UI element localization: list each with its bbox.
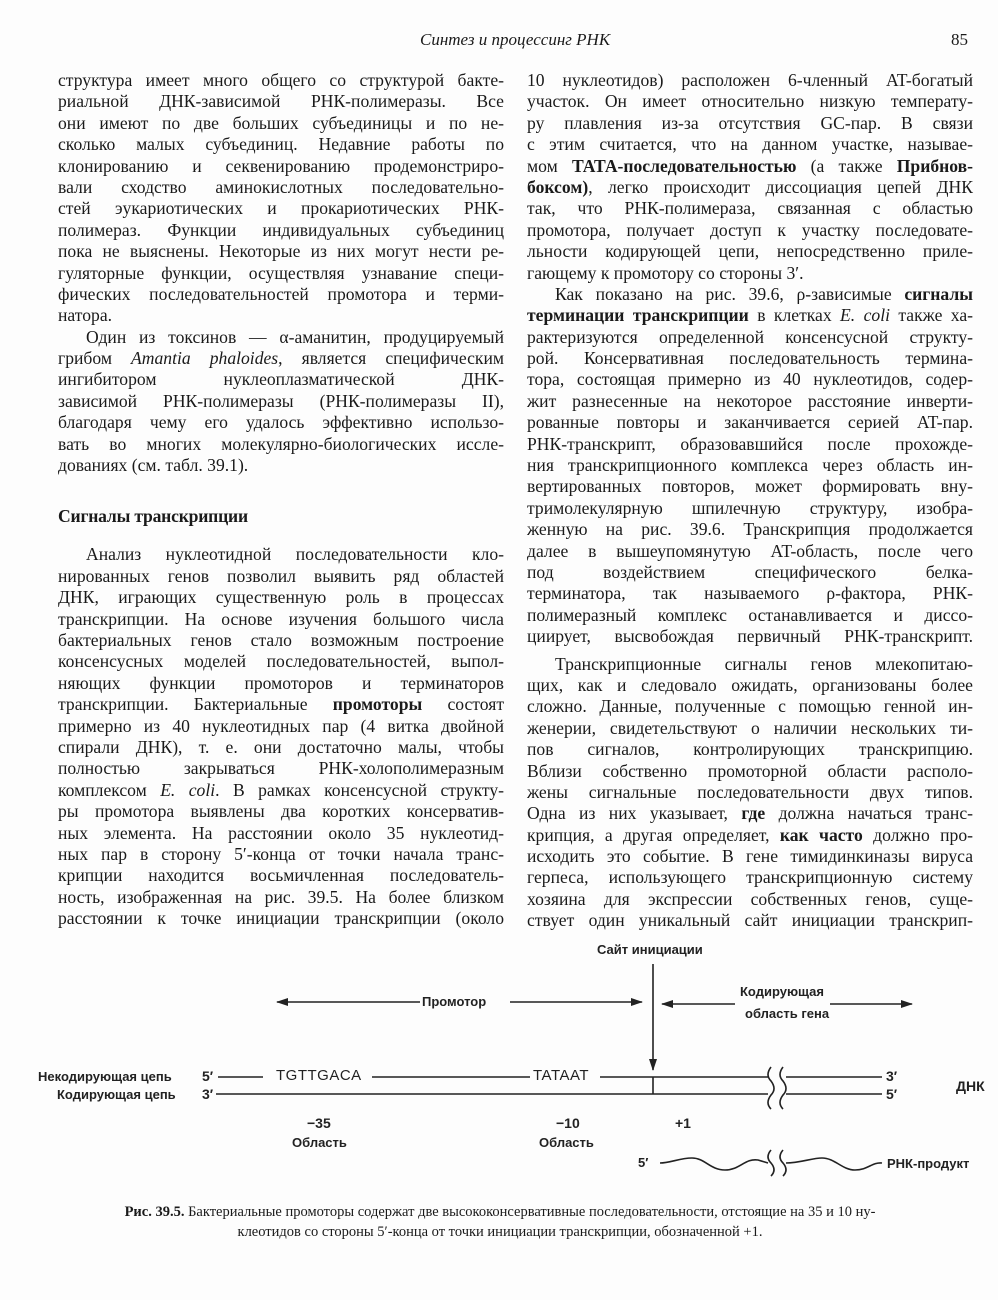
left-column [58,70,504,929]
text-line: далее в вышеупомянутую AT-область, после чего [527,540,973,561]
paragraph-termination [527,284,973,648]
plus1-label: +1 [675,1115,691,1131]
right-3prime: 3′ [886,1068,898,1084]
text-line: РНК-транскрипт, образовавшийся после прохожде- [527,433,973,454]
paragraph-polymerase-structure [58,70,504,327]
text-line: рованные повторы и заканчивается серией AT-пар. [527,412,973,433]
term-signals: сигналы [904,283,973,304]
initiation-site-label: Сайт инициации [597,942,703,957]
text-line: ных пар в сторону 5′-конца от точки начала транс- [58,843,504,864]
text-line: вать во многих молекулярно-биологических иссле- [58,433,504,454]
text-line: женерии, свидетельствуют о наличии нескольких ти- [527,717,973,738]
text-line: спирали ДНК), т. е. они достаточно малы, чтобы [58,736,504,757]
text-line: ствует один уникальный сайт инициации транскрип- [527,910,973,931]
text-line: нированных генов позволил выявить ряд областей [58,565,504,586]
text-line: льности кодирующей цепи, непосредственно приле- [527,241,973,262]
text-line: хозяина для экспрессии собственных генов, суще- [527,888,973,909]
paragraph-nucleotide-analysis [58,544,504,929]
text-line: женную на рис. 39.6. Транскрипция продолжается [527,519,973,540]
text-line: сложно. Данные, полученные с помощью генной ин- [527,696,973,717]
text-line: расстоянии к точке инициации транскрипции (около [58,908,504,929]
text-line: рой. Консервативная последовательность термина- [527,348,973,369]
text-line: терминации транскрипции в клетках E. coli также ха- [527,305,974,326]
promoter-label: Промотор [422,994,487,1009]
text-line: циирует, высвобождая первичный РНК-транскрипт. [527,626,973,647]
text-line: ния транскрипционного комплекса через область ин- [527,455,973,476]
text-line: ность, изображенная на рис. 39.5. На более близком [58,886,504,907]
minus10-region-label: Область [539,1135,594,1150]
figure-label: Рис. 39.5. [124,1204,185,1220]
text-line: Как показано на рис. 39.6, ρ-зависимые сигналы [555,283,973,304]
text-line: благодаря чему его удалось эффективно использо- [58,412,504,433]
sequence-minus10: TATAAT [533,1067,590,1084]
minus35-region-label: Область [292,1135,347,1150]
text-line: рактеризуются определенной консенсусной структу- [527,326,973,347]
coding-3prime: 3′ [202,1086,214,1102]
paragraph-amanitin [58,327,504,477]
text-line: ных элемента. На расстоянии около 35 нуклеотид- [58,822,504,843]
text-line: Транскрипционные сигналы генов млекопитаю- [555,653,973,674]
page-number: 85 [951,30,968,49]
right-5prime: 5′ [886,1086,898,1102]
text-line: вали сходство аминокислотных последовательно- [58,176,504,197]
term-pribnow: Прибнов- [896,155,973,176]
paragraph-mammalian-signals [527,654,973,932]
text-line: Один из токсинов — α-аманитин, продуцируемый [86,326,504,347]
text-line: полимераз. Функции индивидуальных субъединиц [58,219,504,240]
text-line: 10 нуклеотидов) расположен 6-членный AT-богатый [527,70,973,90]
term-promoters: промоторы [332,694,423,715]
text-line: Одна из них указывает, где должна начаться транс- [527,803,973,824]
text-line: с этим считается, что на данном участке, называе- [527,134,973,155]
text-line: промотора, получает доступ к участку последовате- [527,219,973,240]
dna-label: ДНК [956,1078,985,1094]
figure-caption: Рис. 39.5. Бактериальные промоторы содержат две высококонсервативные последовательности, отстоящие на 35 и 10 ну- клеотидов со стороны 5′-конца от точки инициации транскрипции, обозначенной +1. [124,1204,876,1240]
text-line: натора. [58,305,113,326]
text-line: риальной ДНК-зависимой РНК-полимеразы. Все [58,91,504,112]
text-line: консенсусных моделей последовательностей, выпол- [58,651,504,672]
text-line: ру плавления из-за отсутствия GC-пар. В связи [527,112,973,133]
term-termination: терминации транскрипции [527,305,749,326]
text-line: сколько малых субъединиц. Недавние работы по [58,134,504,155]
coding-region-label-2: область гена [745,1006,830,1021]
noncoding-strand-label: Некодирующая цепь [38,1069,172,1084]
text-line: стей эукариотических и прокариотических РНК- [58,198,504,219]
text-line: исходить это событие. В гене тимидинкиназы вируса [527,846,973,867]
text-line: крипция, а другая определяет, как часто должно про- [527,824,973,845]
text-line: ры промотора выявлены два коротких консерватив- [58,801,504,822]
promoter-diagram-graphics [0,930,998,1190]
species-name: Amantia phaloides [131,348,279,369]
minus35-number: −35 [307,1115,331,1131]
running-title: Синтез и процессинг РНК [420,30,611,49]
text-line: грибом Amantia phaloides, является специфическим [58,348,505,369]
species-name: E. coli [840,305,890,326]
text-line: тримолекулярную шпилечную структуру, изобра- [527,497,973,518]
text-line: мом ТАТА-последовательностью (а также Прибнов- [527,155,973,176]
text-line: Вблизи собственно промоторной области располо- [527,760,973,781]
text-line: вертированных повторов, может формировать вну- [527,476,973,497]
text-line: полимеразный комплекс останавливается и диссо- [527,604,973,625]
text-line: крипции находится восьмичленная последователь- [58,865,504,886]
text-line: транскрипции. Бактериальные промоторы состоят [58,694,505,715]
text-line: комплексом E. coli. В рамках консенсусной структу- [58,779,504,800]
text-line: структура имеет много общего со структурой бакте- [58,70,504,90]
text-line: транскрипции. На основе изучения большого числа [58,608,504,629]
text-line: они имеют по две больших субъединицы и по не- [58,112,504,133]
text-line: зависимой РНК-полимеразы (РНК-полимеразы II), [58,390,504,411]
minus10-number: −10 [556,1115,580,1131]
text-line: гающему к промотору со стороны 3′. [527,262,804,283]
noncoding-5prime: 5′ [202,1068,214,1084]
text-line: так, что РНК-полимераза, связанная с областью [527,198,973,219]
sequence-minus35: TGTTGACA [276,1067,362,1084]
text-line: ингибитором нуклеоплазматической ДНК- [58,369,504,390]
text-line: под воздействием специфического белка- [527,561,973,582]
text-line: гуляторные функции, осуществляя узнавание специ- [58,262,504,283]
right-column [527,70,973,932]
text-line: жены сигнальные последовательности двух типов. [527,781,973,802]
coding-region-label-1: Кодирующая [740,984,824,999]
text-line: терминатора, так называемого ρ-фактора, РНК- [527,583,973,604]
term-tata: ТАТА-последовательностью [571,155,797,176]
text-line: жит разнесенные на некоторое расстояние инверти- [527,390,973,411]
text-line: щих, как и следовало ожидать, организованы более [527,674,973,695]
text-line: полностью закрываться РНК-холополимеразным [58,758,504,779]
species-name: E. coli [160,779,216,800]
text-line: тора, состоящая примерно из 40 нуклеотидов, содер- [527,369,973,390]
coding-strand-label: Кодирующая цепь [57,1087,176,1102]
text-line: клонированию и секвенированию продемонстриро- [58,155,504,176]
rna-5prime: 5′ [638,1155,649,1170]
text-line: примерно из 40 нуклеотидных пар (4 витка двойной [58,715,504,736]
text-line: боксом), легко происходит диссоциация цепей ДНК [527,176,973,197]
text-line: пока не выяснены. Некоторые из них могут нести ре- [58,241,504,262]
running-header [0,30,998,54]
text-line: участок. Он имеет относительно низкую температу- [527,91,973,112]
text-line: Анализ нуклеотидной последовательности кло- [86,544,504,565]
text-line: дованиях (см. табл. 39.1). [58,455,249,476]
text-line: пов сигналов, контролирующих транскрипцию. [527,739,973,760]
text-line: няющих функции промоторов и терминаторов [58,672,504,693]
rna-product-label: РНК-продукт [887,1156,970,1171]
text-line: бактериальных генов стало возможным построение [58,629,504,650]
text-line: фических последовательностей промотора и терми- [58,283,504,304]
paragraph-tata-box [527,70,973,284]
figure-promoter-diagram [0,930,998,1190]
text-line: ДНК, играющих существенную роль в процессах [58,587,504,608]
text-line: герпеса, использующего транскрипционную систему [527,867,973,888]
section-heading: Сигналы транскрипции [58,506,248,527]
